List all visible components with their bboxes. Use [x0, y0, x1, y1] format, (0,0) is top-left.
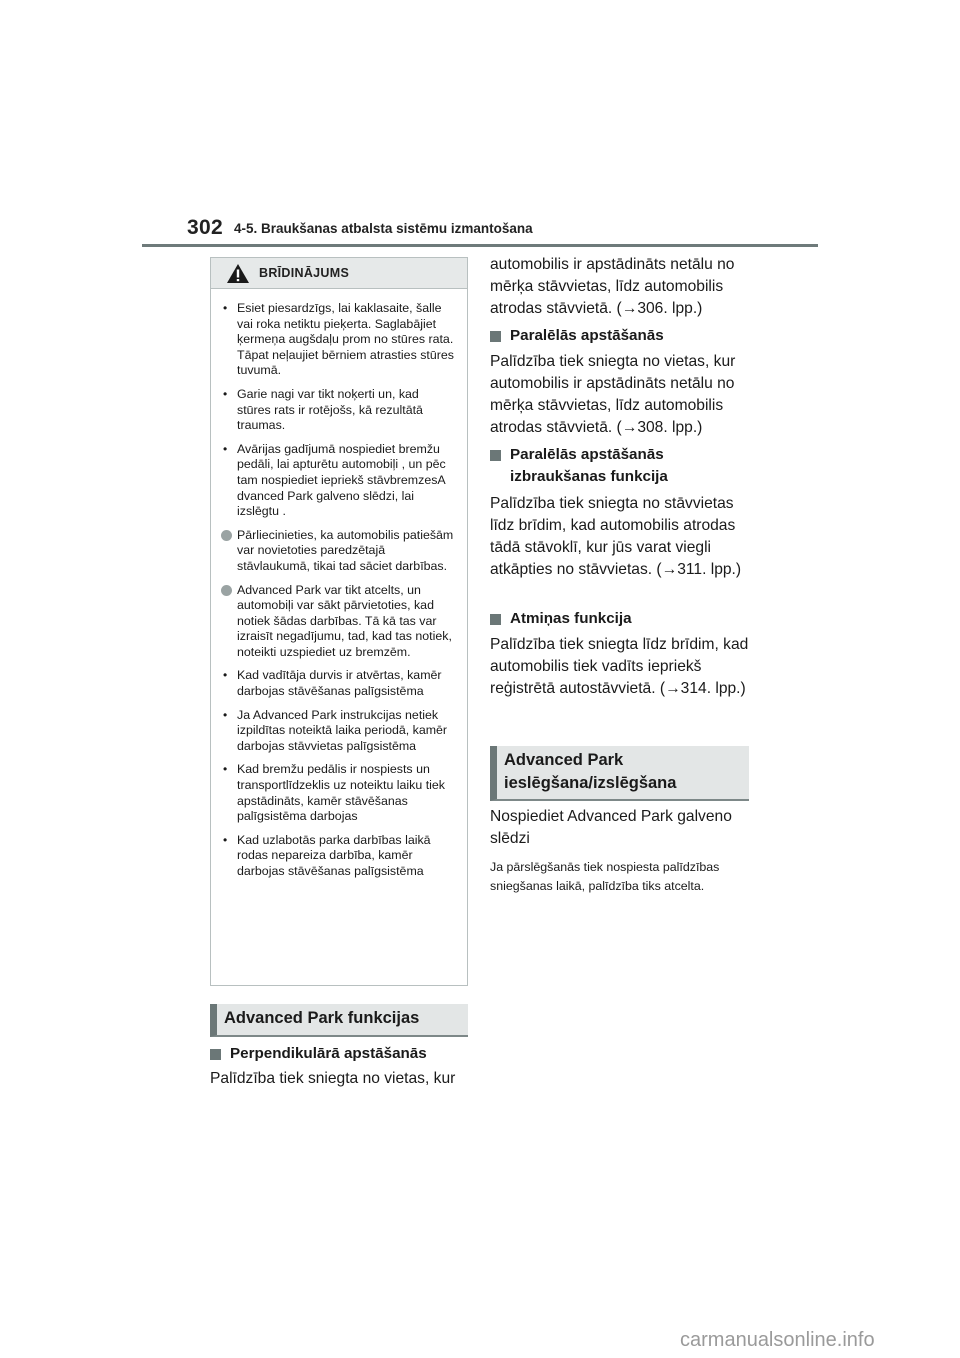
warning-item: • Esiet piesardzīgs, lai kaklasaite, šalle vai roka netiktu pieķerta. Saglabājiet ķermeņa augšdaļu prom no stūres rata. Tāpat neļaujiet bērniem atrasties stūres tuvumā. [223, 301, 454, 378]
square-bullet-icon [210, 1049, 221, 1060]
bullet-icon: • [223, 386, 228, 401]
warning-item: • Garie nagi var tikt noķerti un, kad stūres rats ir rotējošs, kā rezultātā traumas. [223, 386, 423, 433]
bullet-icon: • [223, 301, 228, 315]
warning-item: Pārliecinieties, ka automobilis patiešām var novietoties paredzētajā stāvlaukumā, tikai tad sāciet darbības. [221, 528, 455, 575]
section-title: 4-5. Braukšanas atbalsta sistēmu izmantošana [234, 221, 533, 236]
warning-item: • Kad vadītāja durvis ir atvērtas, kamēr darbojas stāvēšanas palīgsistēma [223, 668, 442, 699]
section-heading-functions: Advanced Park funkcijas [210, 1004, 468, 1037]
parallel-text: Palīdzība tiek sniegta no vietas, kur automobilis ir apstādināts netālu no mērķa stāvvietas, līdz automobilis atrodas stāvvietā. (→308. lpp.) [490, 353, 736, 436]
onoff-instruction: Nospiediet Advanced Park galveno slēdzi [490, 808, 732, 847]
header-divider [142, 244, 818, 247]
square-bullet-icon [490, 331, 501, 342]
warning-item: • Avārijas gadījumā nospiediet bremžu pedāli, lai apturētu automobiļi , un pēc tam nospiediet iepriekš stāvbremzesA dvanced Park galveno slēdzi, lai izslēgtu . [223, 441, 446, 519]
page-header [142, 212, 818, 248]
section-heading-onoff: Advanced Park ieslēgšana/izslēgšana [490, 746, 749, 801]
bullet-icon: • [223, 762, 228, 777]
circle-bullet-icon [221, 530, 232, 541]
warning-box [210, 257, 468, 986]
bullet-icon: • [223, 441, 228, 456]
bullet-icon: • [223, 832, 228, 847]
bullet-icon: • [223, 707, 228, 722]
onoff-note: Ja pārslēgšanās tiek nospiesta palīdzības sniegšanas laikā, palīdzība tiks atcelta. [490, 860, 720, 893]
warning-item: • Ja Advanced Park instrukcijas netiek izpildītas noteiktā laika periodā, kamēr darbojas stāvvietas palīgsistēma [223, 707, 448, 753]
warning-title: BRĪDINĀJUMS [259, 266, 350, 280]
perpendicular-text-start: Palīdzība tiek sniegta no vietas, kur [210, 1070, 456, 1087]
subheading-perpendicular: Perpendikulārā apstāšanās [210, 1043, 490, 1065]
circle-bullet-icon [221, 585, 232, 596]
square-bullet-icon [490, 614, 501, 625]
warning-item: • Kad uzlabotās parka darbības laikā rodas nepareiza darbība, kamēr darbojas stāvēšanas palīgsistēma [223, 832, 431, 878]
parallel-exit-text: Palīdzība tiek sniegta no stāvvietas līdz brīdim, kad automobilis atrodas tādā stāvoklī, kur jūs varat viegli atkāpties no stāvvietas. (→311. lpp.) [490, 495, 742, 578]
watermark: carmanualsonline.info [680, 1329, 875, 1351]
warning-body [211, 289, 467, 880]
square-bullet-icon [490, 450, 501, 461]
subheading-parallel-exit: Paralēlās apstāšanās izbraukšanas funkcija [490, 444, 740, 488]
subheading-memory: Atmiņas funkcija [490, 608, 772, 630]
perpendicular-text-continued: automobilis ir apstādināts netālu no mērķa stāvvietas, līdz automobilis atrodas stāvvietā. (→306. lpp.) [490, 256, 735, 317]
page-number: 302 [187, 216, 223, 239]
warning-triangle-icon [227, 264, 249, 283]
warning-item: Advanced Park var tikt atcelts, un automobiļi var sākt pārvietoties, kad notiek šādas darbības. Tā kā tas var izraisīt negadījumu, tad, kad tas notiek, noteikti uzspiediet uz bremzēm. [221, 583, 455, 661]
warning-header [211, 258, 467, 289]
subheading-parallel: Paralēlās apstāšanās [490, 325, 772, 347]
warning-item: • Kad bremžu pedālis ir nospiests un transportlīdzeklis uz noteiktu laiku tiek apstādināts, kamēr stāvēšanas palīgsistēma darbojas [223, 762, 445, 824]
memory-text: Palīdzība tiek sniegta līdz brīdim, kad automobilis tiek vadīts iepriekš reģistrētā autostāvvietā. (→314. lpp.) [490, 636, 749, 697]
bullet-icon: • [223, 668, 228, 683]
